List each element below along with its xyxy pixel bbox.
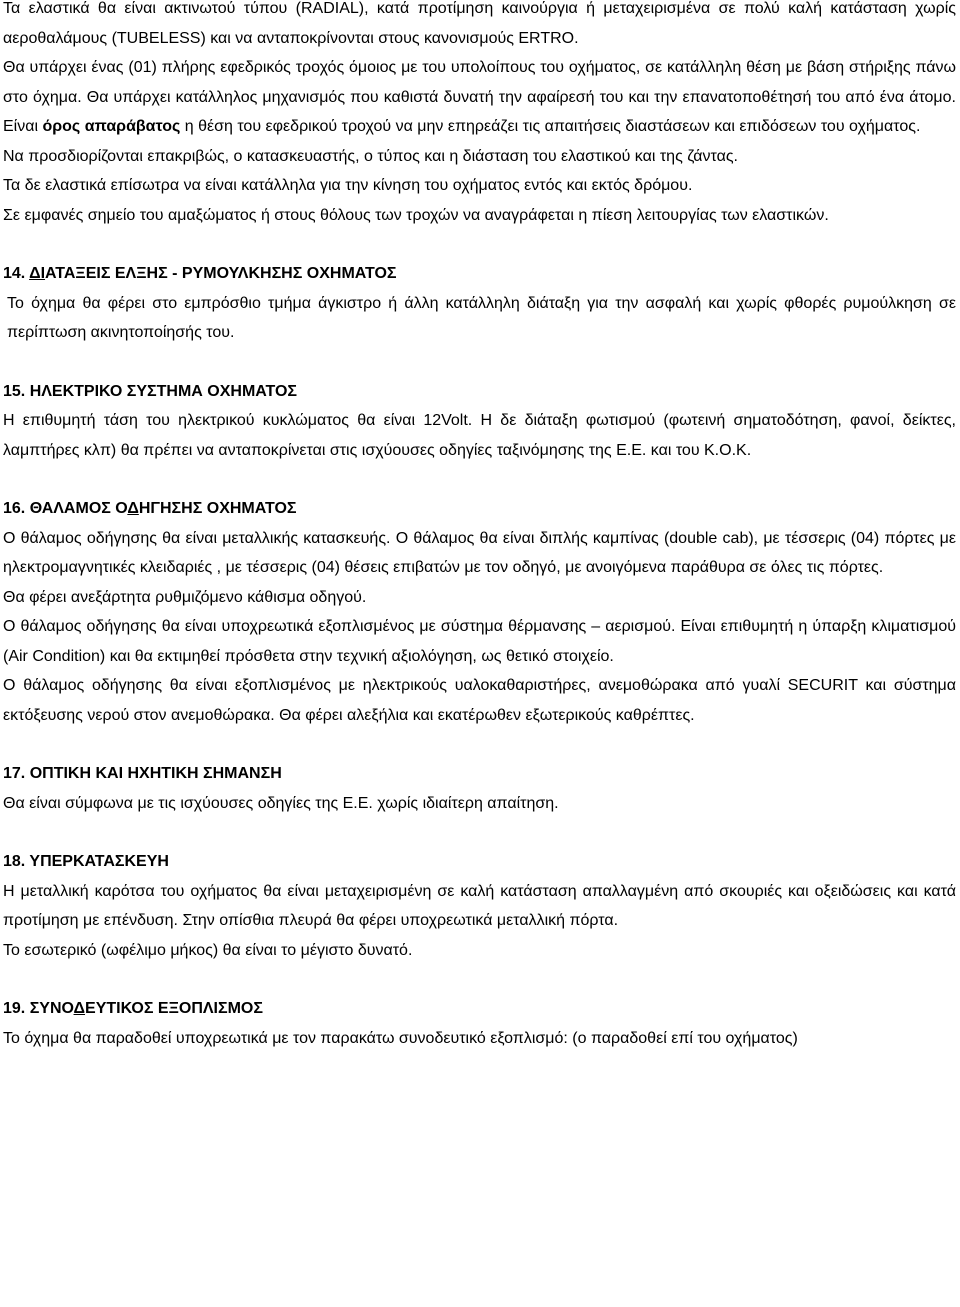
paragraph-tire-manufacturer: Να προσδιορίζονται επακριβώς, ο κατασκευαστής, ο τύπος και η διάσταση του ελαστικού και της ζάντας. (3, 147, 738, 165)
section-18-paragraph-body: Η μεταλλική καρότσα του οχήματος θα είναι μεταχειρισμένη σε καλή κατάσταση απαλλαγμένη από σκουριές και οξειδώσεις και κατά προτίμηση με επένδυση. Στην οπίσθια πλευρά θα φέρει υποχρεωτικά μεταλλική πόρτα. (3, 882, 956, 929)
section-15-paragraph: Η επιθυμητή τάση του ηλεκτρικού κυκλώματος θα είναι 12Volt. Η δε διάταξη φωτισμού (φωτεινή σηματοδότηση, φανοί, δείκτες, λαμπτήρες κλπ) θα πρέπει να ανταποκρίνεται στις ισχύουσες οδηγίες ταξινόμησης της Ε.Ε. και του Κ.Ο.Κ. (3, 412, 956, 459)
section-16-heading: 16. ΘΑΛΑΜΟΣ ΟΔΗΓΗΣΗΣ ΟΧΗΜΑΤΟΣ (3, 500, 297, 517)
section-17-heading: 17. ΟΠΤΙΚΗ ΚΑΙ ΗΧΗΤΙΚΗ ΣΗΜΑΝΣΗ (3, 765, 282, 782)
paragraph-tire-pressure: Σε εμφανές σημείο του αμαξώματος ή στους θόλους των τροχών να αναγράφεται η πίεση λειτουργίας των ελαστικών. (3, 206, 829, 224)
section-19-paragraph: Το όχημα θα παραδοθεί υποχρεωτικά με τον παρακάτω συνοδευτικό εξοπλισμό: (ο παραδοθεί επί του οχήματος) (3, 1029, 798, 1047)
section-18-paragraph-length: Το εσωτερικό (ωφέλιμο μήκος) θα είναι το μέγιστο δυνατό. (3, 941, 413, 959)
paragraph-tire-suitability: Τα δε ελαστικά επίσωτρα να είναι κατάλληλα για την κίνηση του οχήματος εντός και εκτός δρόμου. (3, 177, 693, 194)
paragraph-spare-wheel: Θα υπάρχει ένας (01) πλήρης εφεδρικός τροχός όμοιος με του υπολοίπους του οχήματος, σε κατάλληλη θέση με βάση στήριξης πάνω στο όχημα. Θα υπάρχει κατάλληλος μηχανισμός που καθιστά δυνατή την αφαίρεσή του και την επανατοποθέτησή του από ένα άτομο. Είναι όρος απαράβατος η θέση του εφεδρικού τροχού να μην επηρεάζει τις απαιτήσεις διαστάσεων και επιδόσεων του οχήματος. (3, 59, 956, 135)
section-16-paragraph-heating: Ο θάλαμος οδήγησης θα είναι υποχρεωτικά εξοπλισμένος με σύστημα θέρμανσης – αερισμού. Είναι επιθυμητή η ύπαρξη κλιματισμού (Air Condition) και θα εκτιμηθεί πρόσθετα στην τεχνική αξιολόγηση, ως θετικό στοιχείο. (3, 618, 956, 665)
section-16-paragraph-cab: Ο θάλαμος οδήγησης θα είναι μεταλλικής κατασκευής. Ο θάλαμος θα είναι διπλής καμπίνας (double cab), με τέσσερις (04) πόρτες με ηλεκτρομαγνητικές κλειδαριές , με τέσσερις (04) θέσεις επιβατών με τον οδηγό, με ανοιγόμενα παράθυρα σε όλες τις πόρτες. (3, 529, 956, 576)
section-16-paragraph-wipers: Ο θάλαμος οδήγησης θα είναι εξοπλισμένος με ηλεκτρικούς υαλοκαθαριστήρες, ανεμοθώρακα από γυαλί SECURIT και σύστημα εκτόξευσης νερού στον ανεμοθώρακα. Θα φέρει αλεξήλια και εκατέρωθεν εξωτερικούς καθρέπτες. (3, 677, 956, 724)
section-16-paragraph-seat: Θα φέρει ανεξάρτητα ρυθμιζόμενο κάθισμα οδηγού. (3, 588, 367, 606)
section-14-paragraph: Το όχημα θα φέρει στο εμπρόσθιο τμήμα άγκιστρο ή άλλη κατάλληλη διάταξη για την ασφαλή και χωρίς φθορές ρυμούλκηση σε περίπτωση ακινητοποίησής του. (7, 294, 956, 341)
section-18-heading: 18. ΥΠΕΡΚΑΤΑΣΚΕΥΗ (3, 853, 169, 870)
paragraph-tires-radial: Τα ελαστικά θα είναι ακτινωτού τύπου (RADIAL), κατά προτίμηση καινούργια ή μεταχειρισμένα σε πολύ καλή κατάσταση χωρίς αεροθαλάμους (TUBELESS) και να ανταποκρίνονται στους κανονισμούς ERTRO. (3, 0, 956, 47)
section-14-heading: 14. ΔΙΑΤΑΞΕΙΣ ΕΛΞΗΣ - ΡΥΜΟΥΛΚΗΣΗΣ ΟΧΗΜΑΤΟΣ (3, 265, 397, 282)
bold-mandatory-term: όρος απαράβατος (42, 118, 181, 135)
section-19-heading: 19. ΣΥΝΟΔΕΥΤΙΚΟΣ ΕΞΟΠΛΙΣΜΟΣ (3, 1000, 263, 1017)
section-15-heading: 15. ΗΛΕΚΤΡΙΚΟ ΣΥΣΤΗΜΑ ΟΧΗΜΑΤΟΣ (3, 382, 298, 400)
section-17-paragraph: Θα είναι σύμφωνα με τις ισχύουσες οδηγίες της Ε.Ε. χωρίς ιδιαίτερη απαίτηση. (3, 794, 559, 812)
